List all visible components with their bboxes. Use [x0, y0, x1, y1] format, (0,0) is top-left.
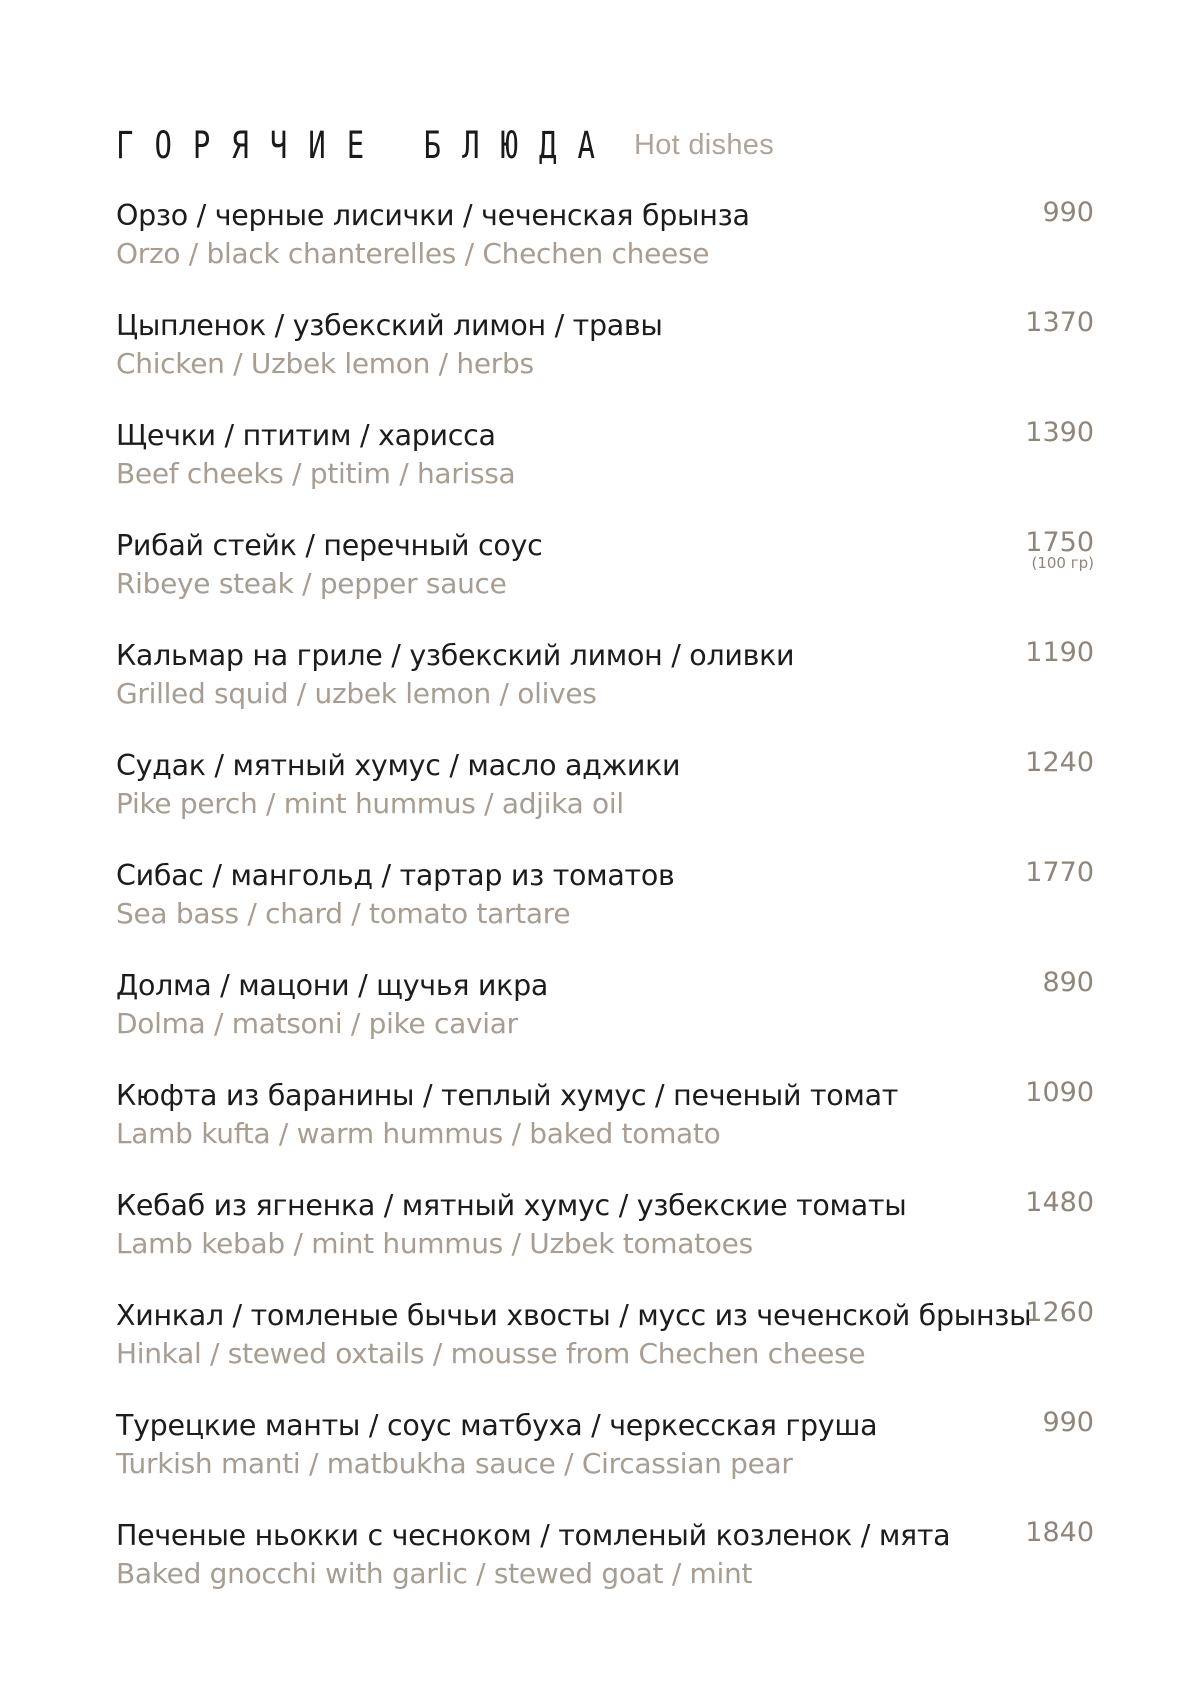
price-box	[1042, 964, 1094, 1002]
section-title-ru: ГОРЯЧИЕ БЛЮДА	[116, 122, 616, 168]
dish-name-en: Lamb kufta / warm hummus / baked tomato	[116, 1117, 721, 1150]
dish-price: 1770	[1025, 857, 1094, 888]
menu-item	[116, 746, 1094, 856]
price-box	[1025, 414, 1094, 452]
price-box	[1025, 634, 1094, 672]
price-box	[1025, 854, 1094, 892]
dish-name-en: Grilled squid / uzbek lemon / olives	[116, 677, 597, 710]
dish-price: 1240	[1025, 747, 1094, 778]
price-box	[1025, 1514, 1094, 1552]
dish-name-ru: Кебаб из ягненка / мятный хумус / узбекские томаты	[116, 1189, 907, 1222]
dish-name-en: Sea bass / chard / tomato tartare	[116, 897, 571, 930]
price-box	[1025, 1184, 1094, 1222]
menu-item	[116, 966, 1094, 1076]
menu-item	[116, 1076, 1094, 1186]
dish-name-en: Orzo / black chanterelles / Chechen cheese	[116, 237, 710, 270]
dish-price: 990	[1042, 197, 1094, 228]
dish-price: 890	[1042, 967, 1094, 998]
menu-item	[116, 1186, 1094, 1296]
menu-item	[116, 1406, 1094, 1516]
dish-price: 1190	[1025, 637, 1094, 668]
dish-name-ru: Орзо / черные лисички / чеченская брынза	[116, 199, 750, 232]
dish-price: 1090	[1025, 1077, 1094, 1108]
dish-name-ru: Рибай стейк / перечный соус	[116, 529, 543, 562]
menu-item	[116, 196, 1094, 306]
menu-item	[116, 1516, 1094, 1626]
dish-name-ru: Печеные ньокки с чесноком / томленый козленок / мята	[116, 1519, 951, 1552]
dish-name-en: Chicken / Uzbek lemon / herbs	[116, 347, 534, 380]
dish-name-en: Hinkal / stewed oxtails / mousse from Chechen cheese	[116, 1337, 866, 1370]
dish-price: 1370	[1025, 307, 1094, 338]
menu-item	[116, 636, 1094, 746]
price-box	[1025, 524, 1094, 570]
price-box	[1025, 744, 1094, 782]
dish-name-en: Ribeye steak / pepper sauce	[116, 567, 507, 600]
dish-name-ru: Цыпленок / узбекский лимон / травы	[116, 309, 663, 342]
dish-price: 1840	[1025, 1517, 1094, 1548]
dish-price: 990	[1042, 1407, 1094, 1438]
menu-item	[116, 306, 1094, 416]
dish-name-en: Lamb kebab / mint hummus / Uzbek tomatoes	[116, 1227, 753, 1260]
dish-name-en: Beef cheeks / ptitim / harissa	[116, 457, 516, 490]
dish-name-ru: Сибас / мангольд / тартар из томатов	[116, 859, 675, 892]
dish-name-ru: Кальмар на гриле / узбекский лимон / оливки	[116, 639, 795, 672]
price-box	[1025, 1294, 1094, 1332]
dish-name-en: Baked gnocchi with garlic / stewed goat / mint	[116, 1557, 753, 1590]
dish-price: 1480	[1025, 1187, 1094, 1218]
menu-item	[116, 416, 1094, 526]
price-box	[1042, 1404, 1094, 1442]
dish-name-ru: Кюфта из баранины / теплый хумус / печеный томат	[116, 1079, 899, 1112]
price-portion-note: (100 гр)	[1031, 554, 1094, 572]
dish-name-ru: Хинкал / томленые бычьи хвосты / мусс из чеченской брынзы	[116, 1299, 1032, 1332]
menu-item	[116, 526, 1094, 636]
price-box	[1025, 304, 1094, 342]
menu-item	[116, 856, 1094, 966]
menu-list	[116, 196, 1094, 1626]
dish-price: 1390	[1025, 417, 1094, 448]
dish-name-ru: Щечки / птитим / харисса	[116, 419, 496, 452]
dish-name-ru: Судак / мятный хумус / масло аджики	[116, 749, 681, 782]
menu-item	[116, 1296, 1094, 1406]
dish-name-ru: Турецкие манты / соус матбуха / черкесская груша	[116, 1409, 878, 1442]
dish-price: 1750	[1025, 527, 1094, 558]
dish-name-ru: Долма / мацони / щучья икра	[116, 969, 549, 1002]
dish-name-en: Pike perch / mint hummus / adjika oil	[116, 787, 624, 820]
dish-name-en: Dolma / matsoni / pike caviar	[116, 1007, 518, 1040]
price-box	[1042, 194, 1094, 232]
dish-price: 1260	[1025, 1297, 1094, 1328]
section-title-en: Hot dishes	[633, 128, 774, 161]
price-box	[1025, 1074, 1094, 1112]
dish-name-en: Turkish manti / matbukha sauce / Circassian pear	[116, 1447, 793, 1480]
section-header	[116, 122, 774, 168]
